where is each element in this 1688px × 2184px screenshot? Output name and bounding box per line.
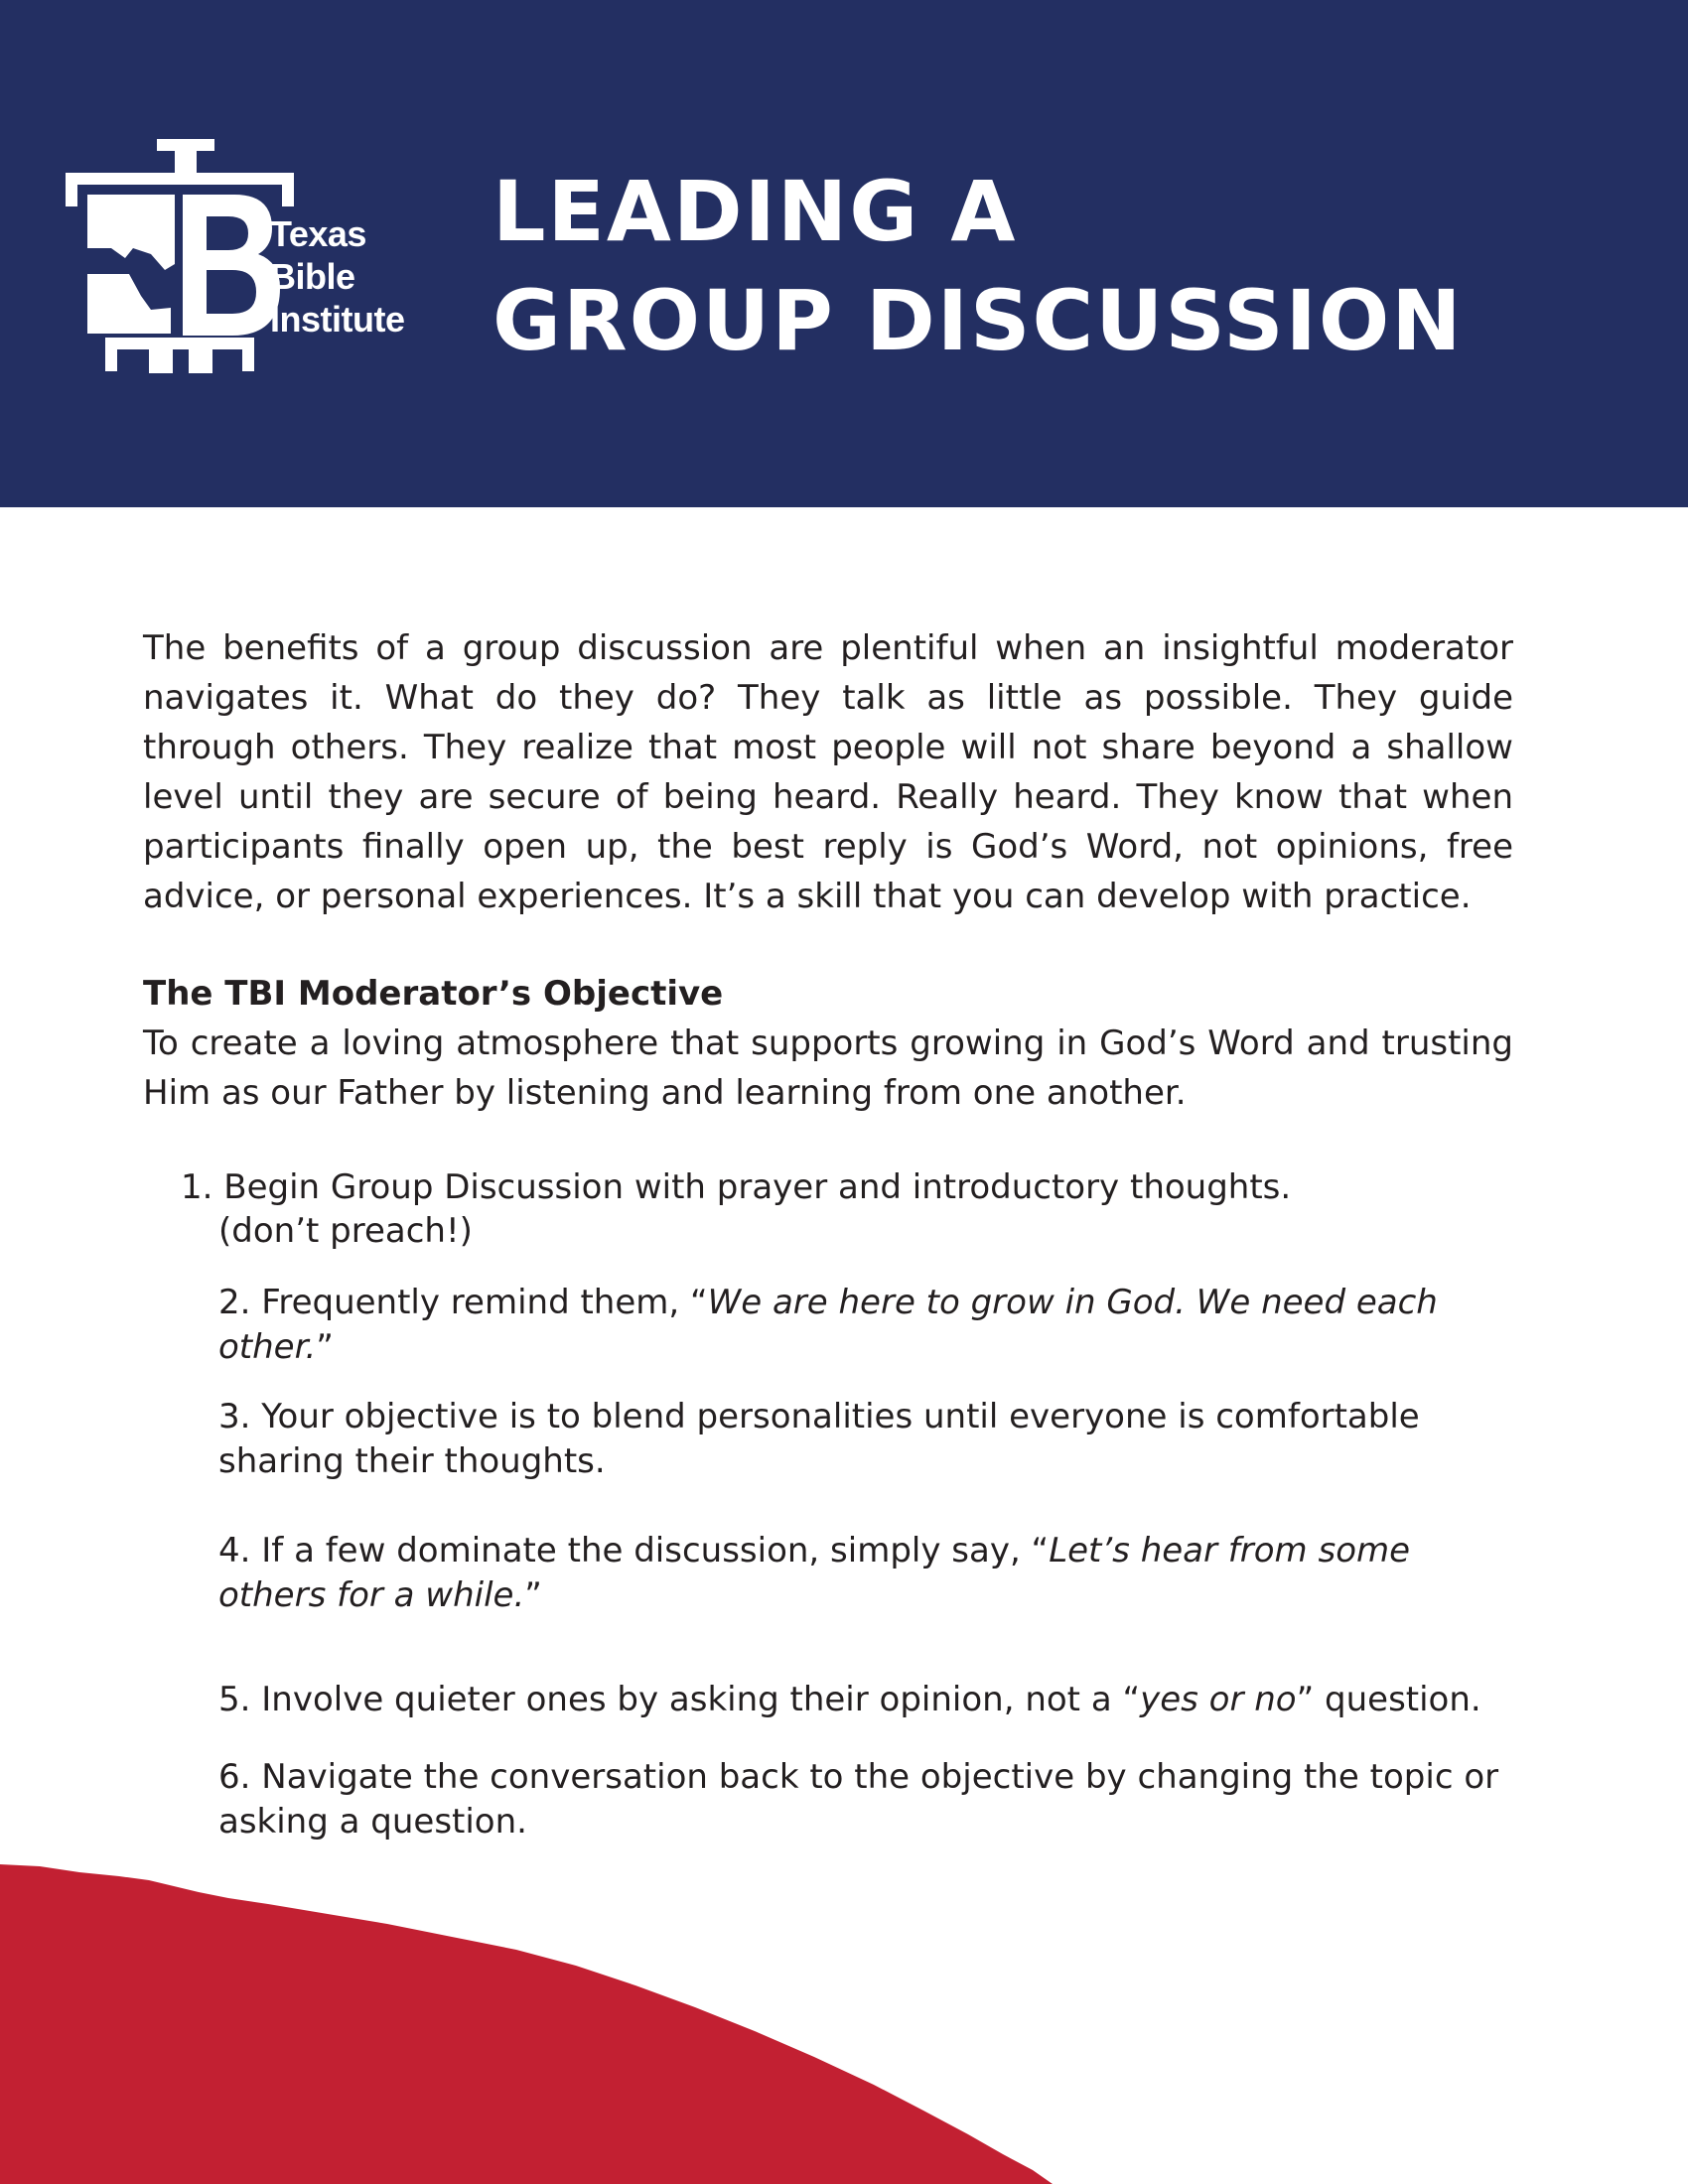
list-item xyxy=(218,1755,1529,1844)
list-number: 4. xyxy=(218,1531,251,1570)
list-text: Your objective is to blend personalities until everyone is comfortable sharing their thoughts. xyxy=(218,1397,1420,1481)
list-number: 3. xyxy=(218,1397,251,1436)
intro-paragraph: The benefits of a group discussion are plentiful when an insightful moderator navigates it. What do they do? They talk as little as possible. They guide through others. They realize that most people will not share beyond a shallow level until they are secure of being heard. Really heard. They know that when participants finally open up, the best reply is God’s Word, not opinions, free advice, or personal experiences. It’s a skill that you can develop with practice. xyxy=(143,628,1513,916)
list-text: Navigate the conversation back to the objective by changing the topic or asking a question. xyxy=(218,1757,1499,1842)
list-tail: ” xyxy=(316,1327,334,1367)
list-text-continuation: (don’t preach!) xyxy=(218,1211,473,1251)
objective-paragraph: To create a loving atmosphere that supports growing in God’s Word and trusting Him as our Father by listening and learning from one another. xyxy=(143,1024,1513,1113)
list-tail: ” xyxy=(524,1575,542,1615)
logo-line-institute: Institute xyxy=(270,299,405,340)
objective-heading: The TBI Moderator’s Objective xyxy=(143,974,724,1014)
logo-wordmark xyxy=(270,212,405,341)
list-item xyxy=(218,1281,1509,1370)
title-line-2: GROUP DISCUSSION xyxy=(492,272,1464,369)
list-item-continuation xyxy=(218,1209,1509,1254)
list-number: 2. xyxy=(218,1283,251,1322)
list-number: 6. xyxy=(218,1757,251,1797)
list-text: Frequently remind them, “ xyxy=(261,1283,708,1322)
list-item xyxy=(218,1529,1509,1618)
list-item xyxy=(218,1395,1509,1484)
list-number: 5. xyxy=(218,1680,251,1719)
list-text: Begin Group Discussion with prayer and introductory thoughts. xyxy=(223,1167,1292,1207)
title-line-1: LEADING A xyxy=(492,163,1018,260)
logo-line-bible: Bible xyxy=(270,256,355,297)
list-item xyxy=(218,1678,1529,1722)
tbi-logo-icon xyxy=(66,139,294,373)
list-text: Involve quieter ones by asking their opinion, not a “ xyxy=(261,1680,1141,1719)
main-content xyxy=(143,623,1513,1118)
page-title xyxy=(492,157,1464,375)
list-quote: Let’s hear from some others for a while. xyxy=(218,1531,1411,1615)
list-number: 1. xyxy=(181,1167,213,1207)
logo-line-texas: Texas xyxy=(270,213,366,254)
red-wave-decoration xyxy=(0,1846,1688,2184)
list-quote: yes or no xyxy=(1140,1680,1297,1719)
list-quote: We are here to grow in God. We need each other. xyxy=(218,1283,1438,1367)
header-banner xyxy=(0,0,1688,507)
list-tail: ” question. xyxy=(1296,1680,1481,1719)
list-item xyxy=(181,1165,1511,1210)
list-text: If a few dominate the discussion, simply say, “ xyxy=(261,1531,1050,1570)
